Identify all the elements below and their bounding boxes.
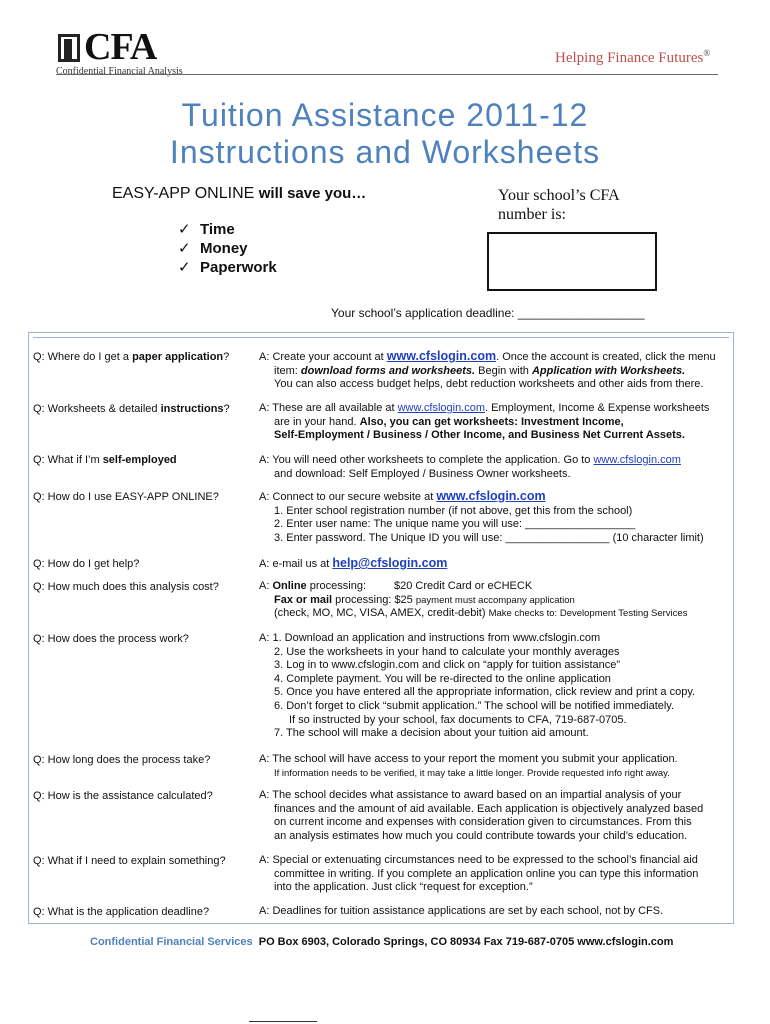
faq-question: Q: What is the application deadline?: [33, 906, 210, 918]
deadline-line: Your school’s application deadline: ___________________: [331, 306, 645, 320]
easy-app-heading: EASY-APP ONLINE will save you…: [112, 185, 367, 202]
footer: [90, 936, 673, 948]
benefit-list: [178, 220, 277, 277]
faq-question: Q: How much does this analysis cost?: [33, 581, 219, 593]
footer-address: PO Box 6903, Colorado Springs, CO 80934 Fax 719-687-0705 www.cfslogin.com: [258, 936, 674, 948]
logo-text: CFA: [84, 26, 157, 68]
faq-answer: A: The school decides what assistance to award based on an impartial analysis of your finances and the amount of aid available. Each application is objectively analyzed based on current income and expenses with consideration given to circumstances. From this an analysis estimates how much you could contribute towards your child’s education.: [259, 789, 704, 842]
faq-answer: A: Connect to our secure website at www.cfslogin.com 1. Enter school registration number (if not above, get this from the school) 2. Enter user name: The unique name you will use: __________________ 3. Enter password. The Unique ID you will use: _________________ (10 character limit): [259, 489, 704, 544]
check-icon: ✓: [178, 221, 191, 238]
faq-question: Q: How do I use EASY-APP ONLINE?: [33, 491, 219, 503]
faq-question: Q: How is the assistance calculated?: [33, 790, 213, 802]
website-link[interactable]: www.cfslogin.com: [436, 489, 546, 503]
faq-question: Q: What if I need to explain something?: [33, 855, 226, 867]
check-icon: ✓: [178, 240, 191, 257]
faq-answer: A: These are all available at www.cfslogin.com. Employment, Income & Expense worksheets are in your hand. Also, you can get worksheets: Investment Income, Self-Employment / Business / Other Income, and Business Net Current Assets.: [259, 402, 710, 442]
faq-answer: A: e-mail us at help@cfslogin.com: [259, 556, 448, 570]
page-title-line-1: Tuition Assistance 2011-12: [181, 97, 589, 133]
faq-answer: A: Online processing: $20 Credit Card or eCHECK Fax or mail processing: $25 payment must accompany application (check, MO, MC, VISA, AMEX, credit-debit) Make checks to: Development Testing Services: [259, 580, 688, 620]
faq-question: Q: Where do I get a paper application?: [33, 351, 230, 363]
logo-subtitle: Confidential Financial Analysis: [56, 66, 183, 77]
website-link[interactable]: www.cfslogin.com: [593, 454, 681, 466]
footer-company: Confidential Financial Services: [90, 936, 253, 948]
benefit-item: ✓ Money: [178, 240, 248, 257]
faq-answer: A: 1. Download an application and instructions from www.cfslogin.com 2. Use the worksheets in your hand to calculate your monthly averages 3. Log in to www.cfslogin.com and click on “apply for tuition assistance” 4. Complete payment. You will be re-directed to the online application 5. Once you have entered all the appropriate information, click review and print a copy. 6. Don’t forget to click “submit application.” The school will be notified immediately. If so instructed by your school, fax documents to CFA, 719-687-0705. 7. The school will make a decision about your tuition aid amount.: [259, 632, 696, 740]
faq-question: Q: How do I get help?: [33, 558, 140, 570]
benefit-item: ✓ Time: [178, 221, 235, 238]
faq-question: Q: Worksheets & detailed instructions?: [33, 403, 230, 415]
cfa-number-box[interactable]: [487, 232, 657, 291]
tagline: Helping Finance Futures®: [555, 48, 711, 66]
faq-answer: A: Special or extenuating circumstances need to be expressed to the school’s financial aid committee in writing. If you complete an application online you can type this information into the application. Just click “request for exception.”: [259, 854, 699, 894]
page-title-line-2: Instructions and Worksheets: [169, 134, 601, 170]
faq-question: Q: How long does the process take?: [33, 754, 211, 766]
faq-answer: A: The school will have access to your report the moment you submit your application. If information needs to be verified, it may take a little longer. Provide requested info right away.: [259, 753, 678, 779]
faq-frame-rule: [33, 337, 729, 338]
faq-answer: A: Deadlines for tuition assistance applications are set by each school, not by CFS.: [259, 905, 664, 917]
help-email-link[interactable]: help@cfslogin.com: [332, 556, 448, 570]
faq-question: Q: What if I’m self-employed: [33, 454, 177, 466]
faq-answer: A: Create your account at www.cfslogin.com. Once the account is created, click the menu item: download forms and worksheets. Begin with Application with Worksheets. You can also access budget helps, debt reduction worksheets and other aids from there.: [259, 349, 716, 391]
benefit-item: ✓ Paperwork: [178, 259, 277, 276]
header-rule: [56, 74, 718, 75]
website-link[interactable]: www.cfslogin.com: [397, 402, 486, 414]
website-link[interactable]: www.cfslogin.com: [386, 349, 497, 363]
faq-answer: A: You will need other worksheets to complete the application. Go to www.cfslogin.com and download: Self Employed / Business Owner worksheets.: [259, 454, 681, 480]
check-icon: ✓: [178, 259, 191, 276]
bottom-rule: [249, 1021, 317, 1022]
cfa-number-label: Your school’s CFA number is:: [498, 187, 620, 223]
logo-mark: [58, 34, 80, 62]
faq-question: Q: How does the process work?: [33, 633, 189, 645]
